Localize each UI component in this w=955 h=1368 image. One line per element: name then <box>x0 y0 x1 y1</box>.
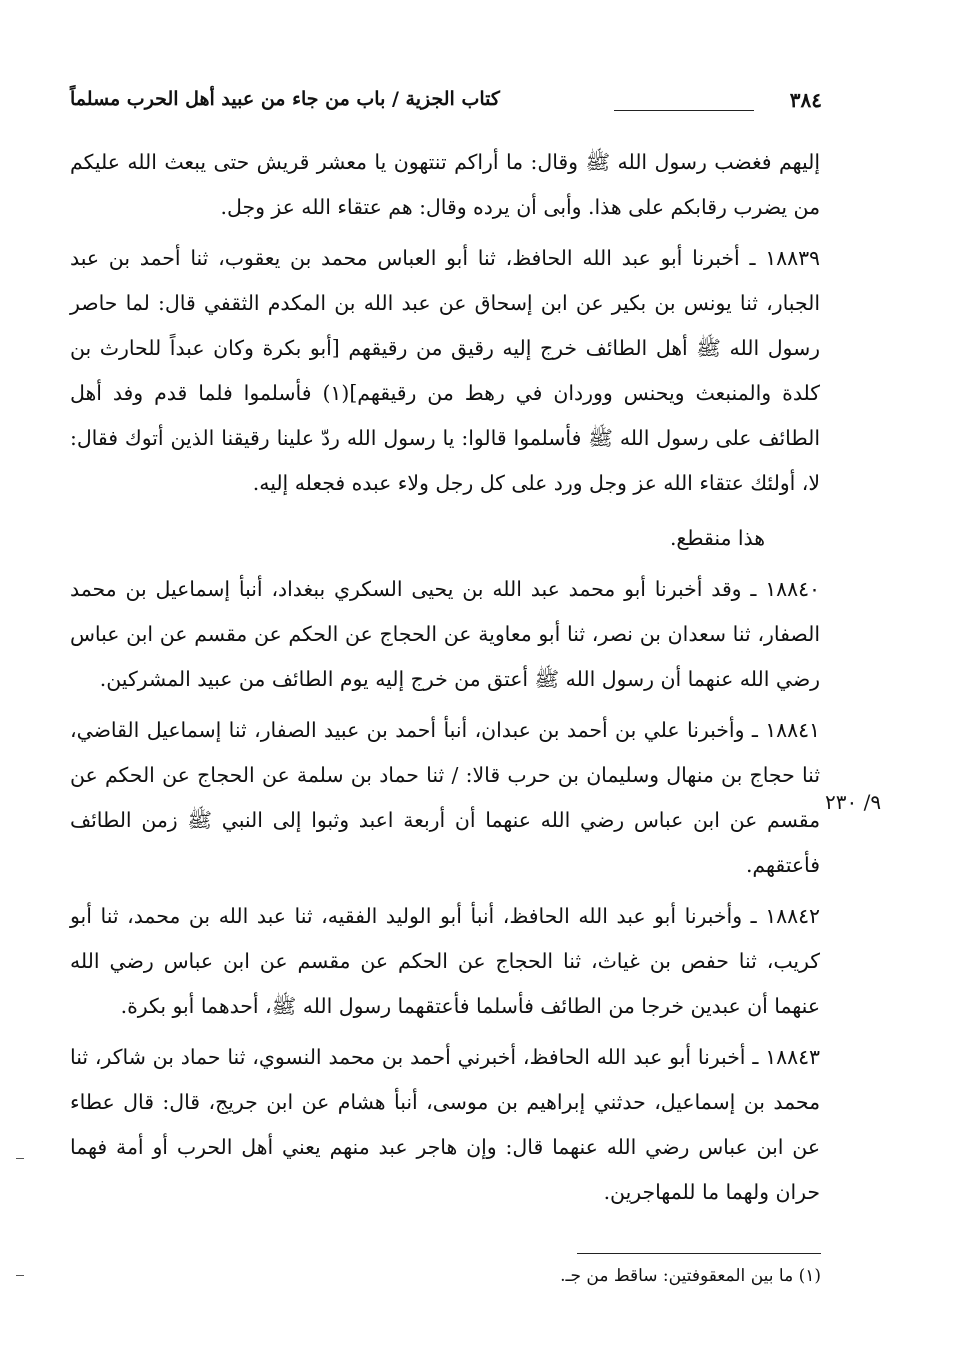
margin-volume-page-reference: ٩/ ٢٣٠ <box>825 790 882 814</box>
main-text <box>70 140 820 1215</box>
hadith-18841: ١٨٨٤١ ـ وأخبرنا علي بن أحمد بن عبدان، أنبأ أحمد بن عبيد الصفار، ثنا إسماعيل القاضي، ثنا حجاج بن منهال وسليمان بن حرب قالا: / ثنا حماد بن سلمة عن الحجاج عن الحكم عن مقسم عن ابن عباس رضي الله عنهما أن أربعة اعبد وثبوا إلى النبي ﷺ زمن الطائف فأعتقهم. <box>70 718 820 877</box>
running-header <box>70 84 822 124</box>
page-number: ٣٨٤ <box>789 88 822 112</box>
hadith-18840: ١٨٨٤٠ ـ وقد أخبرنا أبو محمد عبد الله بن يحيى السكري ببغداد، أنبأ إسماعيل بن محمد الصفار، ثنا سعدان بن نصر، ثنا أبو معاوية عن الحجاج عن الحكم عن مقسم عن ابن عباس رضي الله عنهما أن رسول الله ﷺ أعتق من خرج إليه يوم الطائف من عبيد المشركين. <box>70 577 820 691</box>
hadith-18843: ١٨٨٤٣ ـ أخبرنا أبو عبد الله الحافظ، أخبرني أحمد بن محمد النسوي، ثنا حماد بن شاكر، ثنا محمد بن إسماعيل، حدثني إبراهيم بن موسى، أنبأ هشام عن ابن جريج، قال: قال عطاء عن ابن عباس رضي الله عنهما قال: وإن هاجر عبد منهم يعني أهل الحرب أو أمة فهما حران ولهما ما للمهاجرين. <box>70 1045 820 1204</box>
hadith-18839: ١٨٨٣٩ ـ أخبرنا أبو عبد الله الحافظ، ثنا أبو العباس محمد بن يعقوب، ثنا أحمد بن عبد الجبار، ثنا يونس بن بكير عن ابن إسحاق عن عبد الله بن المكدم الثقفي قال: لما حاصر رسول الله ﷺ أهل الطائف خرج إليه رقيق من رقيقهم [أبو بكرة وكان عبداً للحارث بن كلدة والمنبعث ويحنس ووردان في رهط من رقيقهم](١) فأسلموا فلما قدم وفد أهل الطائف على رسول الله ﷺ فأسلموا قالوا: يا رسول الله ردّ علينا رقيقنا الذين أتوك فقال: لا، أولئك عتقاء الله عز وجل ورد على كل رجل ولاء عبده فجعله إليه. <box>70 246 820 495</box>
scan-mark <box>16 1158 24 1159</box>
paragraph-continuation: إليهم فغضب رسول الله ﷺ وقال: ما أراكم تنتهون يا معشر قريش حتى يبعث الله عليكم من يضرب رقابكم على هذا. وأبى أن يرده وقال: هم عتقاء الله عز وجل. <box>70 150 820 219</box>
header-rule <box>614 110 754 111</box>
footnote: (١) ما بين المعقوفتين: ساقط من جـ. <box>560 1266 821 1286</box>
grading-note: هذا منقطع. <box>669 526 765 550</box>
chapter-title: كتاب الجزية / باب من جاء من عبيد أهل الحرب مسلماً <box>70 88 500 110</box>
scan-mark <box>16 1275 24 1276</box>
hadith-18842: ١٨٨٤٢ ـ وأخبرنا أبو عبد الله الحافظ، أنبأ أبو الوليد الفقيه، ثنا عبد الله بن محمد، ثنا أبو كريب، ثنا حفص بن غياث، ثنا الحجاج عن الحكم عن مقسم عن ابن عباس رضي الله عنهما أن عبدين خرجا من الطائف فأسلما فأعتقهما رسول الله ﷺ، أحدهما أبو بكرة. <box>70 904 820 1018</box>
footnote-separator <box>577 1253 821 1254</box>
